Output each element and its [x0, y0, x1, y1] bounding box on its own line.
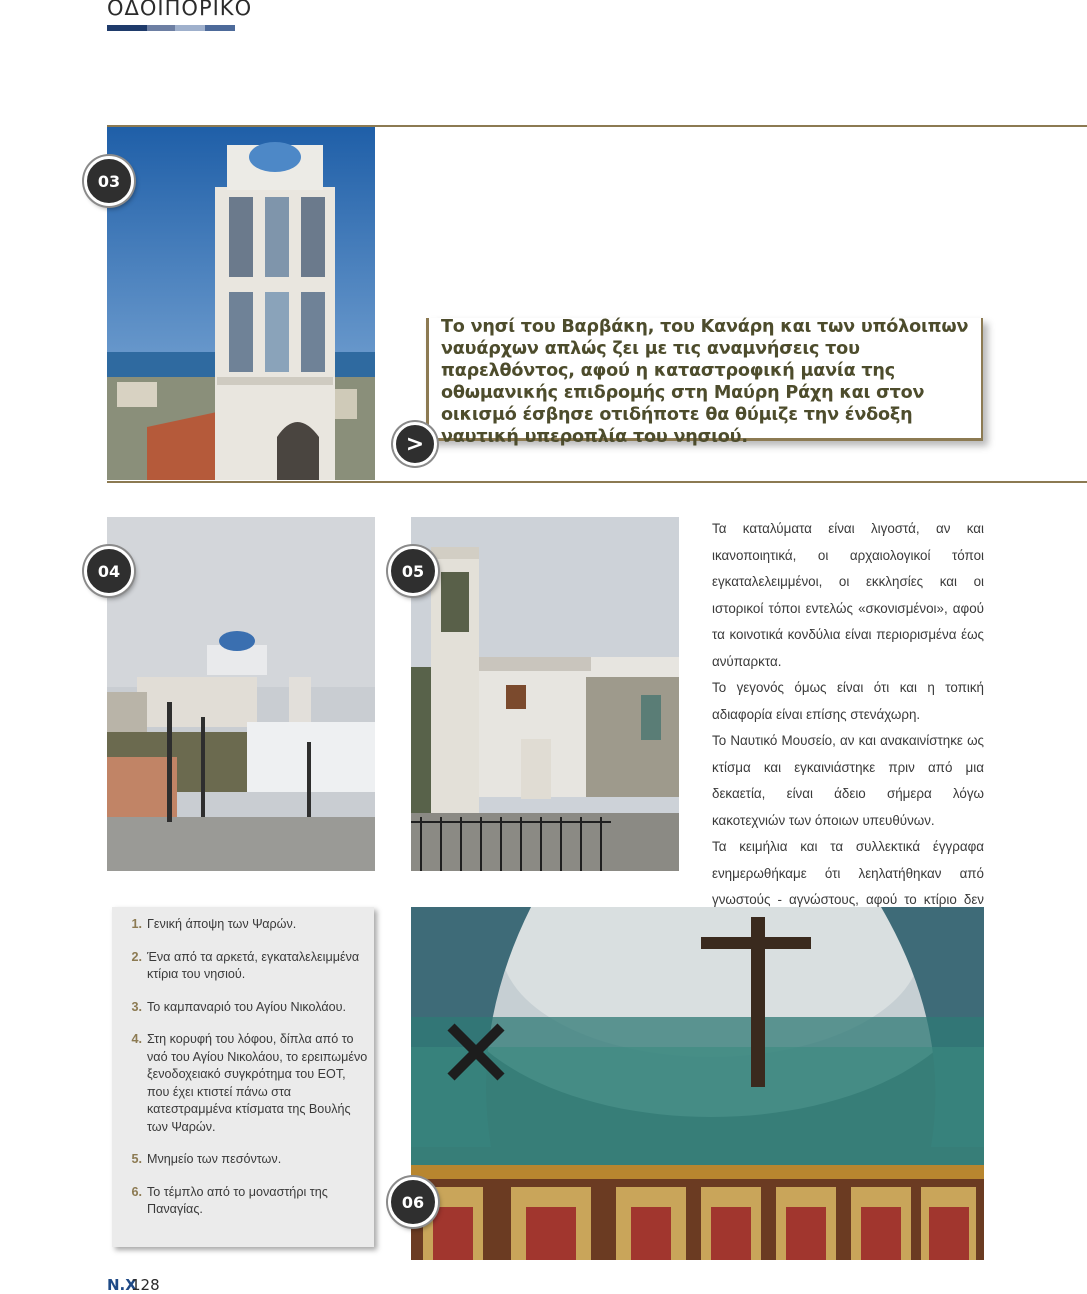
body-paragraph: Τα κειμήλια και τα συλλεκτικά έγγραφα ενημερωθήκαμε ότι λεηλατήθηκαν από γνωστούς - αγνώστους, αφού το κτίριο δεν — [712, 839, 984, 907]
middle-divider — [107, 481, 1087, 483]
body-text-column — [712, 516, 984, 940]
section-title: ΟΔΟΙΠΟΡΙΚΟ — [107, 0, 253, 20]
caption-text: Ένα από τα αρκετά, εγκαταλελειμμένα κτίρια του νησιού. — [147, 949, 360, 981]
photo-iconostasis — [411, 907, 984, 1260]
pull-quote-arrow-icon: > — [393, 422, 437, 466]
page-number: 128 — [131, 1276, 160, 1294]
caption-number: 6. — [131, 1184, 142, 1199]
caption-text: Το καμπαναριό του Αγίου Νικολάου. — [147, 999, 347, 1014]
title-bar-segment — [175, 25, 205, 31]
photo-badge-04: 04 — [84, 546, 134, 596]
caption-number: 1. — [131, 917, 142, 931]
caption-number: 4. — [131, 1032, 142, 1046]
caption-text: Στη κορυφή του λόφου, δίπλα από το ναό του Αγίου Νικολάου, το ερειπωμένο ξενοδοχειακό συγκρότημα του ΕΟΤ, που έχει κτιστεί πάνω στα κατεστραμμένα κτίσματα της Βουλής των Ψαρών. — [147, 1032, 368, 1134]
photo-monument — [411, 517, 679, 871]
title-bar-segment — [147, 25, 175, 31]
caption-text: Το τέμπλο από το μοναστήρι της Παναγίας. — [147, 1184, 328, 1216]
caption-item — [120, 1151, 370, 1169]
caption-item — [120, 999, 370, 1017]
photo-badge-03: 03 — [84, 156, 134, 206]
caption-number: 3. — [131, 999, 142, 1014]
pull-quote-text: Το νησί του Βαρβάκη, του Κανάρη και των υπόλοιπων ναυάρχων απλώς ζει με τις αναμνήσεις του παρελθόντος, αφού η καταστροφική μανία της οθωμανικής επιδρομής στη Μαύρη Ράχη και στον οικισμό έσβησε οτιδήποτε θα θύμιζε την ένδοξη ναυτική υπεροπλία του νησιού. — [441, 317, 969, 447]
caption-item — [120, 949, 370, 984]
body-paragraph: Τα καταλύματα είναι λιγοστά, αν και ικανοποιητικά, οι αρχαιολογικοί τόποι εγκαταλελειμμένοι, οι εκκλησίες και οι ιστορικοί τόποι εντελώς «σκονισμένοι», αφού τα κοινοτικά κονδύλια είναι περιορισμένα έως ανύπαρκτα. — [712, 521, 984, 669]
caption-item — [120, 1184, 370, 1219]
title-bar-segment — [107, 25, 147, 31]
captions-list — [120, 916, 370, 1234]
body-paragraph: Το γεγονός όμως είναι ότι και η τοπική αδιαφορία είναι επίσης στενάχωρη. — [712, 680, 984, 722]
caption-number: 2. — [131, 949, 142, 964]
body-paragraph: Το Ναυτικό Μουσείο, αν και ανακαινίστηκε ως κτίσμα και εγκαινιάστηκε πριν από μια δεκαετία, είναι άδειο σήμερα λόγω κακοτεχνιών των όποιων υπευθύνων. — [712, 733, 984, 828]
caption-text: Γενική άποψη των Ψαρών. — [147, 917, 297, 931]
title-bar-segment — [205, 25, 235, 31]
photo-badge-06: 06 — [388, 1177, 438, 1227]
caption-text: Μνημείο των πεσόντων. — [147, 1152, 282, 1166]
caption-item — [120, 916, 370, 934]
photo-bell-tower — [107, 127, 375, 480]
magazine-logo: N.X — [107, 1276, 137, 1294]
photo-badge-05: 05 — [388, 546, 438, 596]
caption-item — [120, 1031, 370, 1136]
photo-town-view — [107, 517, 375, 871]
caption-number: 5. — [131, 1152, 142, 1166]
section-title-bar — [107, 25, 235, 31]
